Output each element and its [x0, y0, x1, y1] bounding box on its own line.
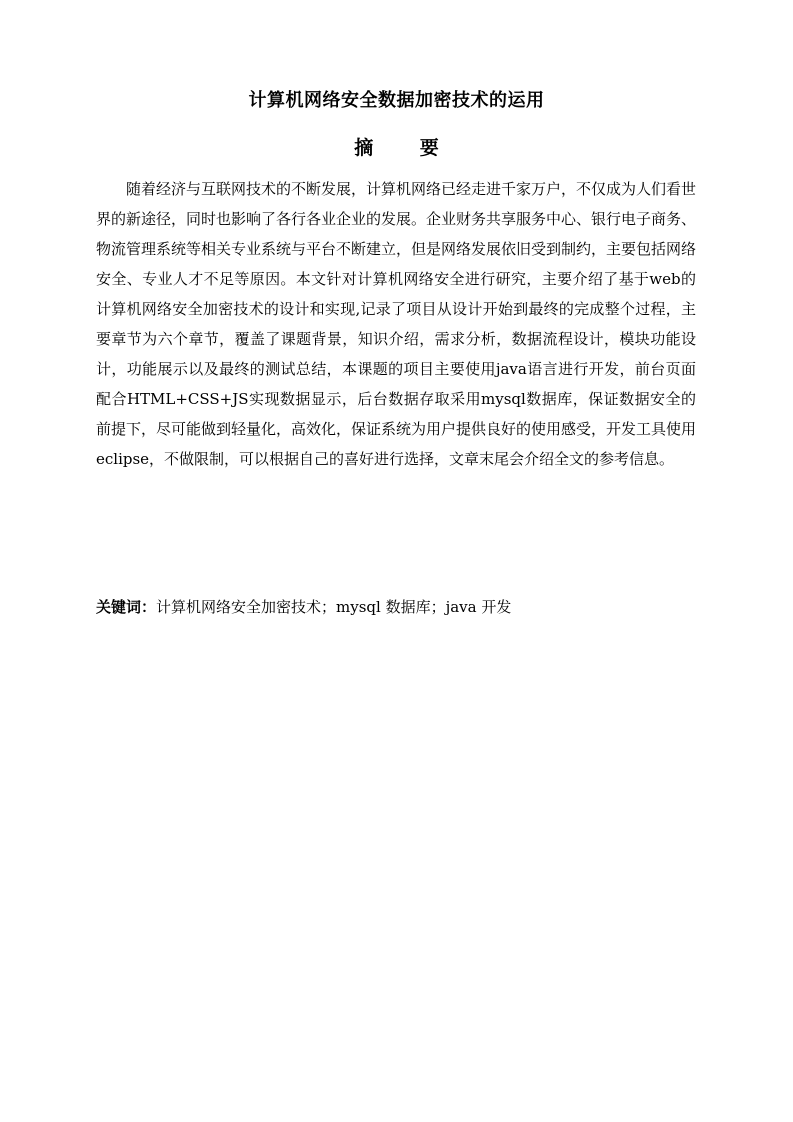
keywords-label: 关键词：: [96, 598, 157, 616]
abstract-heading: 摘 要: [354, 137, 459, 159]
keywords-text: 计算机网络安全加密技术；mysql 数据库；java 开发: [156, 598, 512, 616]
keywords-line: [96, 594, 696, 620]
document-title: 计算机网络安全数据加密技术的运用: [248, 90, 545, 111]
abstract-body: 随着经济与互联网技术的不断发展，计算机网络已经走进千家万户，不仅成为人们看世界的新途径，同时也影响了各行各业企业的发展。企业财务共享服务中心、银行电子商务、物流管理系统等相关专业系统与平台不断建立，但是网络发展依旧受到制约，主要包括网络安全、专业人才不足等原因。本文针对计算机网络安全进行研究，主要介绍了基于web的计算机网络安全加密技术的设计和实现,记录了项目从设计开始到最终的完成整个过程，主要章节为六个章节，覆盖了课题背景，知识介绍，需求分析，数据流程设计，模块功能设计，功能展示以及最终的测试总结，本课题的项目主要使用java语言进行开发，前台页面配合HTML+CSS+JS实现数据显示，后台数据存取采用mysql数据库，保证数据安全的前提下，尽可能做到轻量化，高效化，保证系统为用户提供良好的使用感受，开发工具使用eclipse，不做限制，可以根据自己的喜好进行选择，文章末尾会介绍全文的参考信息。: [96, 180, 697, 468]
